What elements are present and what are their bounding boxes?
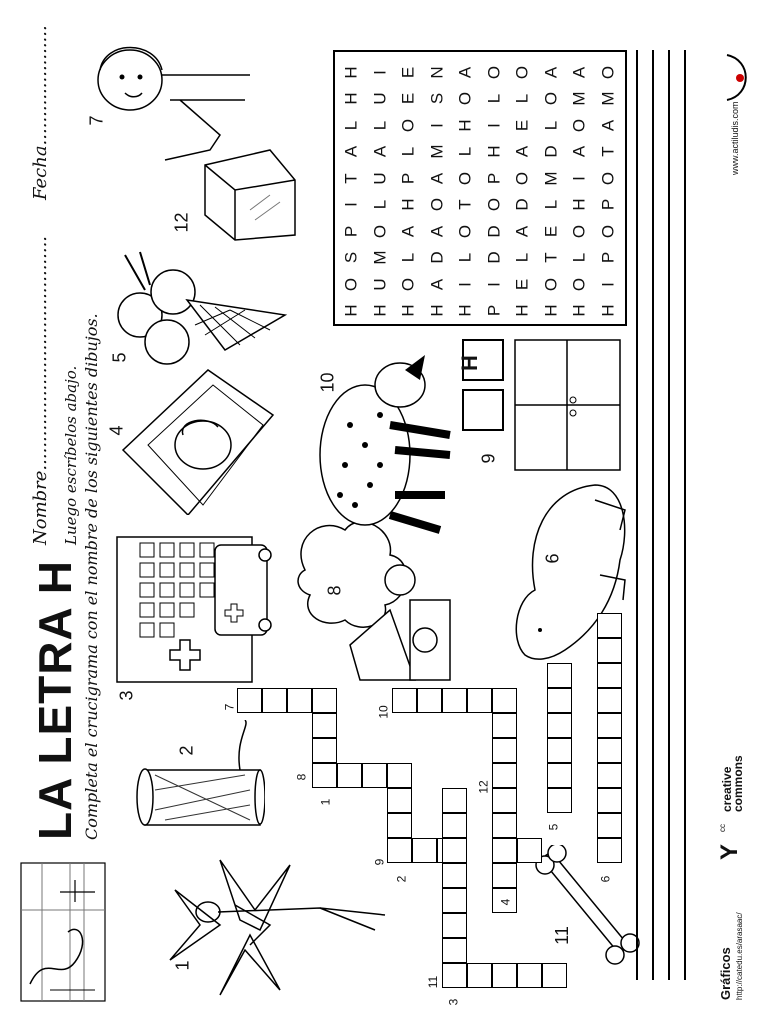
word-search-letter[interactable]: S: [427, 92, 446, 105]
crossword-number-11: 11: [426, 975, 441, 989]
crossword-cell[interactable]: [312, 713, 337, 738]
word-search-letter[interactable]: H: [569, 198, 589, 211]
crossword-number-7: 7: [222, 703, 237, 711]
word-search-letter[interactable]: O: [455, 171, 475, 185]
word-search-letter[interactable]: O: [598, 224, 617, 238]
word-search-letter[interactable]: O: [541, 277, 560, 291]
word-search-letter[interactable]: M: [427, 144, 446, 159]
crossword-cell[interactable]: [542, 963, 567, 988]
word-search-letter[interactable]: H: [598, 304, 617, 317]
word-search-letter[interactable]: H: [484, 145, 503, 158]
crossword-cell[interactable]: [517, 963, 542, 988]
credits-site[interactable]: www.actiludis.com: [730, 101, 740, 175]
crossword-cell[interactable]: [362, 763, 387, 788]
word-search-letter[interactable]: A: [427, 278, 446, 290]
crossword-cell[interactable]: [312, 688, 337, 713]
word-search-letter[interactable]: H: [455, 304, 475, 317]
word-search-letter[interactable]: N: [427, 65, 446, 79]
word-search-letter[interactable]: O: [569, 224, 589, 238]
word-search-letter[interactable]: H: [341, 65, 361, 79]
crossword-cell[interactable]: [492, 838, 517, 863]
crossword-cell[interactable]: [547, 663, 572, 688]
letter-tracing-box: [20, 862, 106, 1002]
word-search-letter[interactable]: P: [484, 304, 503, 317]
crossword-cell[interactable]: [442, 813, 467, 838]
thread-spool-picture: [135, 720, 265, 830]
crossword-number-1: 1: [318, 798, 333, 806]
picture-number-3: 3: [116, 690, 137, 701]
word-search-letter[interactable]: A: [569, 66, 589, 78]
crossword-cell[interactable]: [442, 838, 467, 863]
word-search-letter[interactable]: O: [484, 197, 503, 212]
crossword-cell[interactable]: [597, 788, 622, 813]
word-search-letter[interactable]: E: [512, 119, 532, 131]
word-search-letter[interactable]: O: [455, 91, 475, 106]
word-search-letter[interactable]: O: [398, 277, 418, 291]
word-search-letter[interactable]: L: [455, 146, 475, 157]
pillow-picture: [118, 365, 278, 515]
picture-number-1: 1: [172, 960, 193, 971]
instructions: Completa el crucigrama con el nombre de los siguientes dibujos.: [82, 313, 101, 840]
crossword-cell[interactable]: [492, 763, 517, 788]
writing-line[interactable]: [652, 50, 654, 980]
word-search-letter[interactable]: O: [512, 171, 532, 185]
word-search-letter[interactable]: A: [341, 145, 361, 158]
word-search-letter[interactable]: A: [541, 66, 560, 78]
word-search-grid: [333, 50, 627, 326]
word-search-letter[interactable]: O: [398, 118, 418, 132]
word-search-letter[interactable]: O: [427, 197, 446, 212]
word-search-letter[interactable]: P: [398, 172, 418, 184]
crossword-cell[interactable]: [442, 888, 467, 913]
word-search-letter[interactable]: H: [341, 92, 361, 105]
word-search-letter[interactable]: I: [484, 122, 503, 128]
word-search-letter[interactable]: A: [598, 119, 617, 131]
word-search-letter[interactable]: H: [455, 118, 475, 132]
crossword-cell[interactable]: [337, 763, 362, 788]
crossword-cell[interactable]: [392, 688, 417, 713]
word-search-letter[interactable]: O: [598, 171, 617, 185]
picture-number-7: 7: [86, 115, 107, 126]
word-search-letter[interactable]: L: [341, 120, 361, 130]
word-search-letter[interactable]: I: [455, 281, 475, 287]
word-search-letter[interactable]: H: [398, 198, 418, 211]
crossword-number-12: 12: [476, 780, 491, 794]
word-search-letter[interactable]: L: [484, 93, 503, 104]
crossword-number-8: 8: [294, 773, 309, 781]
word-search-letter[interactable]: O: [541, 91, 560, 106]
word-search-letter[interactable]: D: [541, 145, 560, 158]
word-search-letter[interactable]: M: [569, 91, 589, 106]
crossword-cell[interactable]: [597, 638, 622, 663]
crossword-cell[interactable]: [597, 688, 622, 713]
fairy-picture: [160, 850, 390, 1000]
word-search-letter[interactable]: I: [598, 281, 617, 287]
word-search-letter[interactable]: M: [541, 170, 560, 186]
word-search-letter[interactable]: T: [455, 199, 475, 210]
picture-number-4: 4: [106, 425, 127, 436]
word-search-letter[interactable]: H: [427, 304, 446, 317]
word-search-letter[interactable]: O: [598, 65, 617, 79]
crossword-cell[interactable]: [492, 963, 517, 988]
crossword-cell[interactable]: [442, 788, 467, 813]
crossword-cell[interactable]: [387, 813, 412, 838]
word-search-letter[interactable]: P: [484, 172, 503, 184]
crossword-cell[interactable]: [467, 688, 492, 713]
crossword-cell[interactable]: [312, 738, 337, 763]
crossword-cell[interactable]: [547, 763, 572, 788]
word-search-letter[interactable]: O: [370, 224, 389, 238]
crossword-cell[interactable]: [492, 688, 517, 713]
crossword-cell[interactable]: [547, 688, 572, 713]
crossword-cell[interactable]: [387, 763, 412, 788]
crossword-cell[interactable]: [442, 963, 467, 988]
crossword-cell[interactable]: [547, 788, 572, 813]
credits-creative: creative: [720, 766, 734, 812]
word-search-letter[interactable]: L: [455, 252, 475, 263]
crossword-cell[interactable]: [467, 963, 492, 988]
crossword-cell[interactable]: [287, 688, 312, 713]
crossword-cell[interactable]: [492, 863, 517, 888]
word-search-letter[interactable]: A: [427, 225, 446, 237]
word-search-letter[interactable]: S: [341, 251, 361, 264]
word-search-letter[interactable]: L: [541, 199, 560, 210]
crossword-cell[interactable]: [597, 763, 622, 788]
writing-line[interactable]: [668, 50, 670, 980]
word-search-letter[interactable]: P: [598, 198, 617, 211]
crossword-cell[interactable]: [597, 738, 622, 763]
crossword-cell[interactable]: [597, 663, 622, 688]
word-search-letter[interactable]: E: [398, 66, 418, 78]
creative-commons-icon: cc: [718, 824, 727, 832]
word-search-letter[interactable]: L: [370, 199, 389, 210]
word-search-letter[interactable]: P: [598, 251, 617, 264]
crossword-cell[interactable]: [492, 713, 517, 738]
picture-number-2: 2: [176, 745, 197, 756]
word-search-letter[interactable]: O: [569, 277, 589, 291]
word-search-letter[interactable]: U: [370, 277, 389, 291]
word-search-letter[interactable]: I: [484, 281, 503, 287]
picture-number-10: 10: [317, 372, 338, 393]
word-search-letter[interactable]: L: [512, 93, 532, 104]
crossword-cell[interactable]: [547, 738, 572, 763]
word-search-letter[interactable]: P: [341, 225, 361, 237]
crossword-number-10: 10: [376, 705, 391, 719]
crossword-number-3: 3: [446, 998, 461, 1006]
word-search-letter[interactable]: A: [398, 225, 418, 237]
crossword-cell[interactable]: [442, 688, 467, 713]
word-search-letter[interactable]: E: [512, 278, 532, 290]
word-search-letter[interactable]: I: [341, 202, 361, 207]
word-search-letter[interactable]: O: [569, 118, 589, 132]
word-search-letter[interactable]: M: [370, 250, 389, 265]
word-search-letter[interactable]: O: [512, 65, 532, 79]
picture-number-8: 8: [324, 585, 345, 596]
word-search-letter[interactable]: A: [427, 172, 446, 184]
crossword-cell[interactable]: [597, 838, 622, 863]
crossword-cell[interactable]: [597, 713, 622, 738]
word-search-instructions: Luego escríbelos abajo.: [62, 365, 80, 545]
word-search-letter[interactable]: L: [541, 120, 560, 130]
crossword-cell[interactable]: [547, 713, 572, 738]
crossword-cell[interactable]: [312, 763, 337, 788]
crossword-cell[interactable]: [597, 613, 622, 638]
word-search-letter[interactable]: L: [569, 252, 589, 263]
word-search-letter[interactable]: H: [541, 304, 560, 317]
picture-number-11: 11: [551, 926, 572, 945]
name-field-label[interactable]: Nombre.........................................: [30, 235, 51, 545]
crossword-number-6: 6: [598, 875, 613, 883]
word-search-letter[interactable]: T: [598, 146, 617, 157]
crossword-cell[interactable]: [442, 863, 467, 888]
boy-greeting-picture: [90, 35, 250, 165]
credits-graficos-url[interactable]: http://catedu.es/arasaac/: [735, 912, 744, 1000]
crossword-number-9: 9: [372, 858, 387, 866]
word-search-letter[interactable]: H: [341, 304, 361, 317]
crossword-cell[interactable]: [597, 813, 622, 838]
credits-graficos: Gráficos: [718, 947, 733, 1000]
word-search-letter[interactable]: A: [512, 145, 532, 158]
word-search-letter[interactable]: I: [427, 122, 446, 128]
ice-cream-picture: [115, 250, 295, 370]
word-search-letter[interactable]: D: [484, 224, 503, 238]
crossword-cell[interactable]: [492, 788, 517, 813]
writing-line[interactable]: [684, 50, 686, 980]
hospital-picture: [115, 535, 275, 685]
word-search-letter[interactable]: U: [370, 171, 389, 185]
word-search-letter[interactable]: A: [455, 66, 475, 78]
picture-number-5: 5: [109, 352, 130, 363]
word-search-letter[interactable]: D: [512, 198, 532, 211]
crossword-cell[interactable]: [417, 688, 442, 713]
picture-number-9: 9: [478, 453, 499, 464]
word-search-letter[interactable]: D: [484, 251, 503, 264]
credits-commons: commons: [731, 755, 745, 812]
word-search-letter[interactable]: O: [341, 277, 361, 291]
hotel-sign-letter: H: [456, 355, 482, 371]
bone-picture: [535, 845, 640, 965]
word-search-letter[interactable]: L: [398, 252, 418, 263]
word-search-letter[interactable]: L: [370, 120, 389, 130]
crossword-cell[interactable]: [237, 688, 262, 713]
word-search-letter[interactable]: E: [398, 92, 418, 105]
word-search-letter[interactable]: H: [398, 304, 418, 317]
crossword-cell[interactable]: [492, 813, 517, 838]
word-search-letter[interactable]: L: [398, 146, 418, 157]
crossword-cell[interactable]: [412, 838, 437, 863]
crossword-cell[interactable]: [387, 788, 412, 813]
word-search-letter[interactable]: T: [541, 252, 560, 263]
picture-number-6: 6: [542, 553, 563, 564]
crossword-cell[interactable]: [442, 913, 467, 938]
word-search-letter[interactable]: A: [370, 145, 389, 158]
crossword-number-5: 5: [546, 823, 561, 831]
word-search-letter[interactable]: A: [569, 145, 589, 158]
word-search-letter[interactable]: A: [512, 225, 532, 237]
word-search-letter[interactable]: M: [598, 91, 617, 106]
word-search-letter[interactable]: T: [341, 172, 361, 184]
picture-number-12: 12: [171, 212, 192, 233]
credits-y: Y: [716, 843, 743, 860]
date-field-label[interactable]: Fecha.....................: [30, 25, 51, 200]
word-search-letter[interactable]: U: [370, 92, 389, 105]
crossword-cell[interactable]: [442, 938, 467, 963]
actiludis-logo-icon: [722, 50, 762, 105]
page-title: LA LETRA H: [29, 559, 81, 840]
word-search-letter[interactable]: I: [370, 69, 389, 75]
word-search-letter[interactable]: E: [541, 225, 560, 237]
word-search-letter[interactable]: H: [512, 304, 532, 317]
word-search-letter[interactable]: D: [427, 251, 446, 264]
word-search-letter[interactable]: H: [569, 304, 589, 317]
writing-line[interactable]: [636, 50, 638, 980]
crossword-number-2: 2: [394, 875, 409, 883]
word-search-letter[interactable]: O: [484, 65, 503, 79]
crossword-cell[interactable]: [517, 838, 542, 863]
word-search-letter[interactable]: O: [455, 224, 475, 238]
word-search-letter[interactable]: L: [512, 252, 532, 263]
crossword-cell[interactable]: [387, 838, 412, 863]
crossword-cell[interactable]: [262, 688, 287, 713]
word-search-letter[interactable]: I: [569, 175, 589, 181]
crossword-cell[interactable]: [492, 738, 517, 763]
crossword-number-4: 4: [498, 898, 513, 906]
word-search-letter[interactable]: H: [370, 304, 389, 317]
